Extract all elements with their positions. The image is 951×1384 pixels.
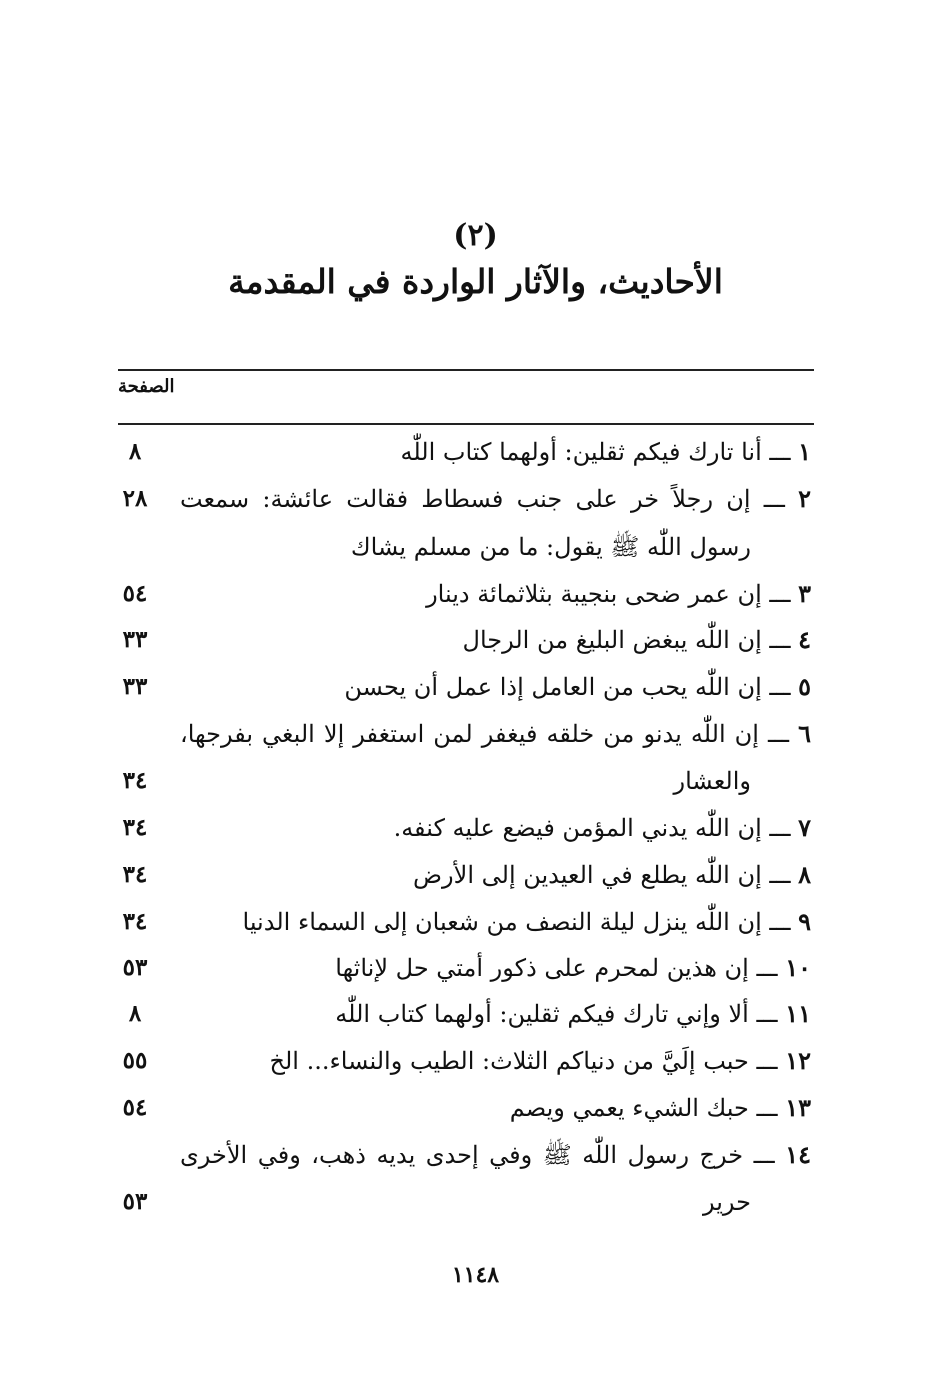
entry-text: إن اللّٰه يحب من العامل إذا عمل أن يحسن [344,673,762,701]
entry-number: ٨ [798,860,811,889]
entry-line: ١٤ ـــ خرج رسول اللّٰه ﷺ وفي إحدى يديه ذهب، وفي الأخرى [180,1140,811,1169]
entry-text: إن اللّٰه ينزل ليلة النصف من شعبان إلى السماء الدنيا [242,908,762,936]
entry-line: ١٣ ـــ حبك الشيء يعمي ويصم [509,1093,811,1122]
entry-page: ٣٣ [122,626,148,653]
entry-text: إن عمر ضحى بنجيبة بثلاثمائة دينار [426,580,762,608]
entry-text: إن هذين لمحرم على ذكور أمتي حل لإناثها [335,954,749,982]
entry-text: حبك الشيء يعمي ويصم [509,1094,749,1122]
entry-number: ١٣ [785,1093,811,1122]
entry-page: ٣٣ [122,673,148,700]
entry-number: ٦ [798,719,811,748]
entry-number: ١٢ [785,1046,811,1075]
entry-line: ١١ ـــ ألا وإني تارك فيكم ثقلين: أولهما كتاب اللّٰه [335,999,811,1028]
entry-number: ٧ [798,813,811,842]
entry-number: ٩ [798,907,811,936]
entry-text: خرج رسول اللّٰه ﷺ وفي إحدى يديه ذهب، وفي الأخرى [180,1141,744,1169]
entry-page: ٣٤ [122,767,148,794]
entry-line: ٧ ـــ إن اللّٰه يدني المؤمن فيضع عليه كنفه. [393,813,811,842]
entry-page: ٥٤ [122,1094,148,1121]
entry-text: إن اللّٰه يبغض البليغ من الرجال [462,626,762,654]
entry-page: ٥٤ [122,580,148,607]
entry-page: ٣٤ [122,861,148,888]
entry-number: ٤ [798,625,811,654]
entry-number: ١ [798,437,811,466]
entry-line: ٢ ـــ إن رجلاً خر على جنب فسطاط فقالت عائشة: سمعت [180,484,812,513]
entry-text: إن اللّٰه يطلع في العيدين إلى الأرض [413,861,762,889]
entry-line: ١ ـــ أنا تارك فيكم ثقلين: أولهما كتاب اللّٰه [400,437,811,466]
entry-page: ٥٣ [122,1188,148,1215]
entry-line: ٣ ـــ إن عمر ضحى بنجيبة بثلاثمائة دينار [426,579,811,608]
entry-line: ١٢ ـــ حبب إلَيَّ من دنياكم الثلاث: الطيب والنساء... الخ [269,1046,811,1075]
entry-line: ٩ ـــ إن اللّٰه ينزل ليلة النصف من شعبان إلى السماء الدنيا [242,907,811,936]
page-column-header: الصفحة [118,376,175,397]
entry-continuation: حرير [703,1188,751,1216]
entry-page: ٨ [128,438,142,465]
entry-number: ٣ [798,579,811,608]
entry-line: ١٠ ـــ إن هذين لمحرم على ذكور أمتي حل لإناثها [335,953,811,982]
entry-page: ٣٤ [122,908,148,935]
entry-text: حبب إلَيَّ من دنياكم الثلاث: الطيب والنساء... الخ [269,1047,749,1075]
entry-page: ٨ [128,1000,142,1027]
entry-page: ٢٨ [122,485,148,512]
entry-text: إن اللّٰه يدني المؤمن فيضع عليه كنفه. [393,814,762,842]
entry-line: ٥ ـــ إن اللّٰه يحب من العامل إذا عمل أن يحسن [344,672,811,701]
section-title: الأحاديث، والآثار الواردة في المقدمة [228,262,723,301]
entry-continuation: والعشار [673,767,751,795]
entry-number: ٢ [798,484,812,513]
entry-line: ٦ ـــ إن اللّٰه يدنو من خلقه فيغفر لمن استغفر إلا البغي بفرجها، [180,719,811,748]
entry-text: أنا تارك فيكم ثقلين: أولهما كتاب اللّٰه [400,438,762,466]
entry-page: ٥٣ [122,954,148,981]
entry-page: ٥٥ [122,1047,148,1074]
page-number: ١١٤٨ [451,1262,500,1288]
entry-number: ٥ [798,672,811,701]
entry-text: إن اللّٰه يدنو من خلقه فيغفر لمن استغفر إلا البغي بفرجها، [180,720,759,748]
entry-number: ١١ [785,999,811,1028]
entry-line: ٤ ـــ إن اللّٰه يبغض البليغ من الرجال [462,625,811,654]
entry-line: ٨ ـــ إن اللّٰه يطلع في العيدين إلى الأرض [413,860,811,889]
entry-number: ١٠ [785,953,811,982]
entry-number: ١٤ [785,1140,811,1169]
entry-text: إن رجلاً خر على جنب فسطاط فقالت عائشة: سمعت [180,485,751,513]
entry-text: ألا وإني تارك فيكم ثقلين: أولهما كتاب اللّٰه [335,1000,749,1028]
entry-page: ٣٤ [122,814,148,841]
section-number: (٢) [453,218,498,253]
entry-continuation: رسول اللّٰه ﷺ يقول: ما من مسلم يشاك [350,533,751,561]
